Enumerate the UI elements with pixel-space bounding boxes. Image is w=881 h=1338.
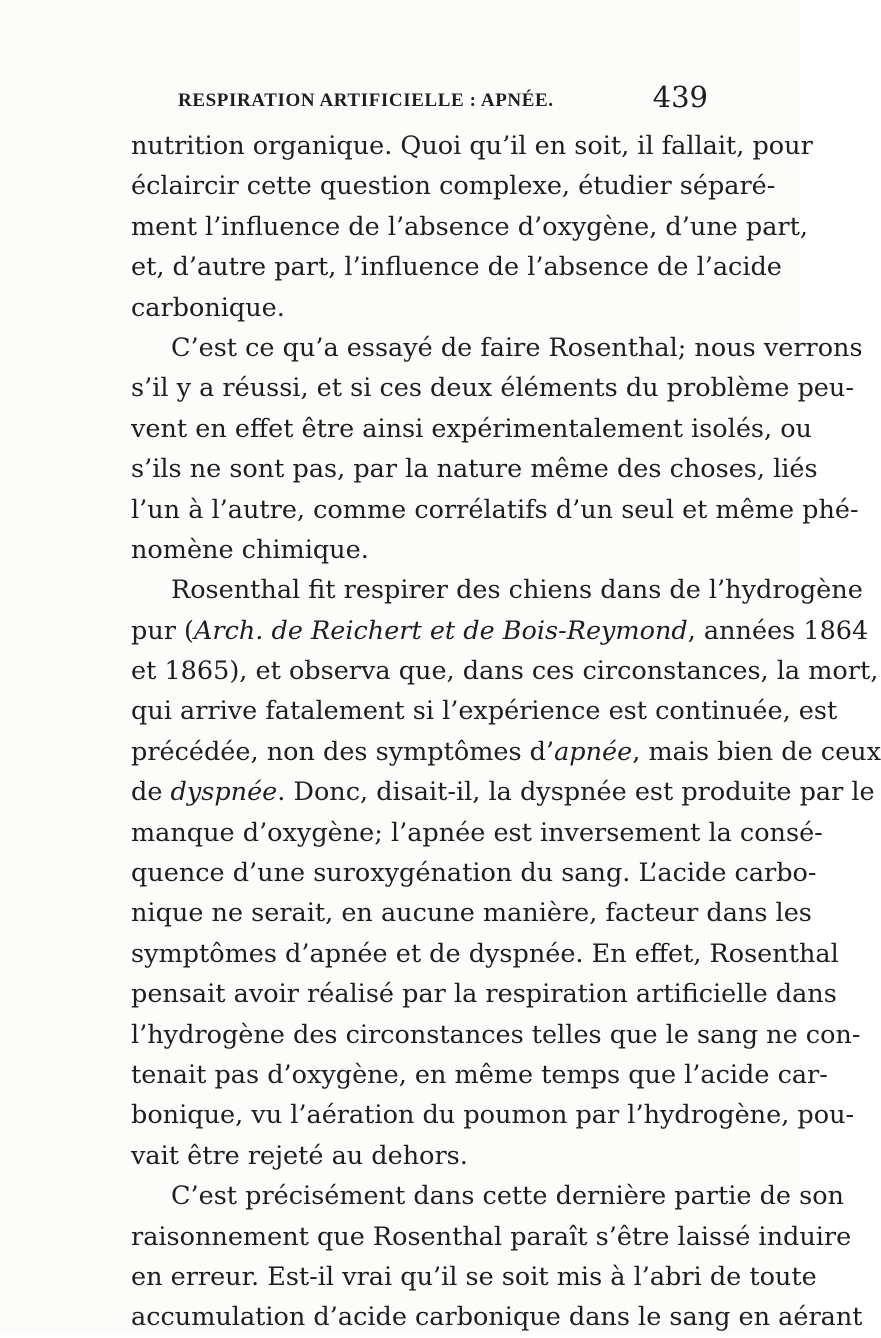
text-line: l’un à l’autre, comme corrélatifs d’un seul et même phé- <box>131 494 859 525</box>
text-line: accumulation d’acide carbonique dans le sang en aérant <box>131 1302 863 1333</box>
text-line-with-citation <box>131 611 869 651</box>
text-line: ment l’influence de l’absence d’oxygène, d’une part, <box>131 211 808 242</box>
paragraph-start-line: C’est précisément dans cette dernière partie de son <box>171 1181 844 1212</box>
body-text <box>131 126 881 1338</box>
term-dyspnee-italic: dyspnée <box>170 777 278 808</box>
running-title: RESPIRATION ARTIFICIELLE : APNÉE. <box>178 90 554 111</box>
text-line: éclaircir cette question complexe, étudier séparé- <box>131 171 776 202</box>
text-line: manque d’oxygène; l’apnée est inversement la consé- <box>131 817 823 848</box>
text-line-with-emphasis <box>131 732 881 772</box>
text-line: s’ils ne sont pas, par la nature même des choses, liés <box>131 454 818 485</box>
text-line: vent en effet être ainsi expérimentalement isolés, ou <box>131 413 812 444</box>
text-line: en erreur. Est-il vrai qu’il se soit mis à l’abri de toute <box>131 1261 817 1292</box>
citation-italic: Arch. de Reichert et de Bois-Reymond <box>194 615 688 646</box>
paragraph-start-line: Rosenthal fit respirer des chiens dans de l’hydrogène <box>171 575 863 606</box>
text-line-with-emphasis <box>131 772 875 812</box>
text-run: . Donc, disait-il, la dyspnée est produite par le <box>277 777 875 808</box>
text-line: et, d’autre part, l’influence de l’absence de l’acide <box>131 252 782 283</box>
text-line: nique ne serait, en aucune manière, facteur dans les <box>131 898 812 929</box>
text-run: , mais bien de ceux <box>632 736 881 767</box>
text-line: vait être rejeté au dehors. <box>131 1140 468 1171</box>
text-line: et 1865), et observa que, dans ces circonstances, la mort, <box>131 656 879 687</box>
text-line: symptômes d’apnée et de dyspnée. En effet, Rosenthal <box>131 938 839 969</box>
text-run: de <box>131 777 171 808</box>
text-line: qui arrive fatalement si l’expérience est continuée, est <box>131 696 838 727</box>
text-line: quence d’une suroxygénation du sang. L’acide carbo- <box>131 858 817 889</box>
text-line: bonique, vu l’aération du poumon par l’hydrogène, pou- <box>131 1100 855 1131</box>
text-line: nutrition organique. Quoi qu’il en soit, il fallait, pour <box>131 131 813 161</box>
text-line: s’il y a réussi, et si ces deux éléments du problème peu- <box>131 373 854 404</box>
term-apnee-italic: apnée <box>554 736 633 767</box>
text-line: nomène chimique. <box>131 534 369 565</box>
running-head <box>132 80 712 120</box>
text-line: tenait pas d’oxygène, en même temps que l’acide car- <box>131 1059 828 1090</box>
paragraph-start-line: C’est ce qu’a essayé de faire Rosenthal; nous verrons <box>171 332 863 363</box>
text-line: l’hydrogène des circonstances telles que le sang ne con- <box>131 1019 861 1050</box>
text-line: raisonnement que Rosenthal paraît s’être laissé induire <box>131 1221 852 1252</box>
text-run: , années 1864 <box>687 615 869 646</box>
text-line: pensait avoir réalisé par la respiration artificielle dans <box>131 979 837 1010</box>
text-line: carbonique. <box>131 292 285 323</box>
text-run: précédée, non des symptômes d’ <box>131 736 555 767</box>
text-run: pur ( <box>131 615 194 646</box>
page-number: 439 <box>652 80 708 114</box>
